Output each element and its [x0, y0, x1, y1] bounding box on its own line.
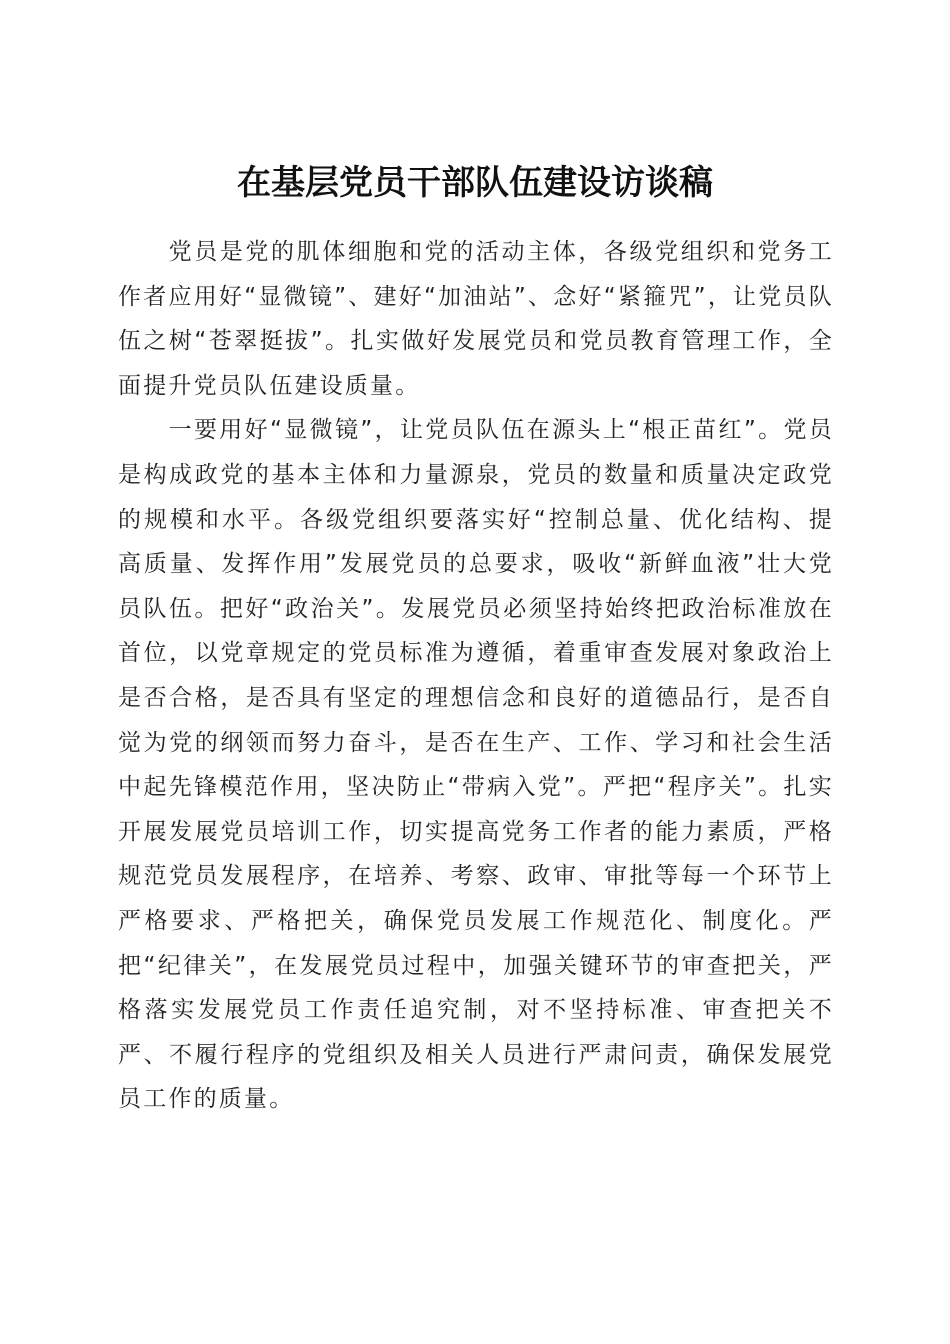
document-title: 在基层党员干部队伍建设访谈稿 [237, 162, 713, 203]
paragraph-intro: 党员是党的肌体细胞和党的活动主体，各级党组织和党务工作者应用好“显微镜”、建好“加油站”、念好“紧箍咒”，让党员队伍之树“苍翠挺拔”。扎实做好发展党员和党员教育管理工作，全面提升党员队伍建设质量。 [118, 239, 834, 399]
paragraph-microscope: 一要用好“显微镜”，让党员队伍在源头上“根正苗红”。党员是构成政党的基本主体和力量源泉，党员的数量和质量决定政党的规模和水平。各级党组织要落实好“控制总量、优化结构、提高质量、发挥作用”发展党员的总要求，吸收“新鲜血液”壮大党员队伍。把好“政治关”。发展党员必须坚持始终把政治标准放在首位，以党章规定的党员标准为遵循，着重审查发展对象政治上是否合格，是否具有坚定的理想信念和良好的道德品行，是否自觉为党的纲领而努力奋斗，是否在生产、工作、学习和社会生活中起先锋模范作用，坚决防止“带病入党”。严把“程序关”。扎实开展发展党员培训工作，切实提高党务工作者的能力素质，严格规范党员发展程序，在培养、考察、政审、审批等每一个环节上严格要求、严格把关，确保党员发展工作规范化、制度化。严把“纪律关”，在发展党员过程中，加强关键环节的审查把关，严格落实发展党员工作责任追究制，对不坚持标准、审查把关不严、不履行程序的党组织及相关人员进行严肃问责，确保发展党员工作的质量。 [118, 417, 834, 1113]
document-body [118, 230, 834, 1122]
